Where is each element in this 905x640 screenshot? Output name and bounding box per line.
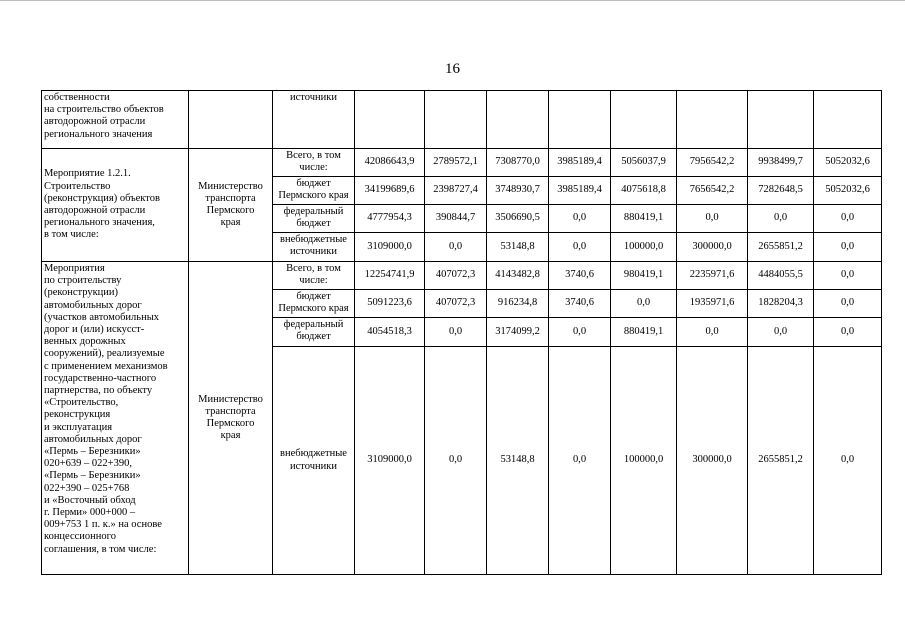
source-cell: Всего, в том числе: — [273, 149, 355, 177]
value-cell — [549, 91, 611, 149]
value-cell: 7956542,2 — [677, 149, 748, 177]
value-cell — [355, 91, 425, 149]
value-cell: 100000,0 — [611, 347, 677, 575]
value-cell: 0,0 — [549, 205, 611, 233]
value-cell: 1828204,3 — [748, 290, 814, 318]
description-cell: собственности на строительство объектов автодорожной отрасли регионального значения — [42, 91, 189, 149]
budget-table — [41, 90, 882, 575]
value-cell: 0,0 — [425, 347, 487, 575]
value-cell: 2789572,1 — [425, 149, 487, 177]
value-cell: 1935971,6 — [677, 290, 748, 318]
value-cell: 880419,1 — [611, 205, 677, 233]
source-cell: федеральный бюджет — [273, 205, 355, 233]
page-number: 16 — [445, 61, 460, 77]
value-cell: 0,0 — [425, 318, 487, 347]
value-cell: 3985189,4 — [549, 177, 611, 205]
value-cell: 5052032,6 — [814, 149, 882, 177]
table-row — [42, 149, 882, 177]
source-cell: внебюджетные источники — [273, 233, 355, 262]
value-cell: 5056037,9 — [611, 149, 677, 177]
value-cell: 7282648,5 — [748, 177, 814, 205]
value-cell: 0,0 — [549, 347, 611, 575]
value-cell: 3748930,7 — [487, 177, 549, 205]
value-cell — [425, 91, 487, 149]
value-cell: 0,0 — [549, 233, 611, 262]
source-cell: Всего, в том числе: — [273, 262, 355, 290]
responsible-cell: Министерство транспорта Пермского края — [189, 262, 273, 575]
value-cell: 3174099,2 — [487, 318, 549, 347]
value-cell: 7308770,0 — [487, 149, 549, 177]
value-cell: 390844,7 — [425, 205, 487, 233]
value-cell: 0,0 — [814, 347, 882, 575]
value-cell: 2235971,6 — [677, 262, 748, 290]
value-cell: 12254741,9 — [355, 262, 425, 290]
table-row — [42, 91, 882, 149]
value-cell: 5052032,6 — [814, 177, 882, 205]
value-cell: 42086643,9 — [355, 149, 425, 177]
value-cell: 100000,0 — [611, 233, 677, 262]
value-cell: 53148,8 — [487, 233, 549, 262]
value-cell: 300000,0 — [677, 233, 748, 262]
value-cell: 5091223,6 — [355, 290, 425, 318]
value-cell: 0,0 — [814, 318, 882, 347]
value-cell: 0,0 — [748, 318, 814, 347]
value-cell: 0,0 — [677, 318, 748, 347]
source-cell: бюджет Пермского края — [273, 290, 355, 318]
value-cell: 2655851,2 — [748, 233, 814, 262]
value-cell: 0,0 — [677, 205, 748, 233]
value-cell — [748, 91, 814, 149]
value-cell: 0,0 — [425, 233, 487, 262]
value-cell: 3109000,0 — [355, 233, 425, 262]
value-cell: 3985189,4 — [549, 149, 611, 177]
responsible-cell — [189, 91, 273, 149]
description-cell: Мероприятие 1.2.1. Строительство (реконструкция) объектов автодорожной отрасли регионального значения, в том числе: — [42, 149, 189, 262]
value-cell: 407072,3 — [425, 290, 487, 318]
value-cell: 7656542,2 — [677, 177, 748, 205]
value-cell: 2655851,2 — [748, 347, 814, 575]
value-cell: 0,0 — [814, 233, 882, 262]
value-cell: 916234,8 — [487, 290, 549, 318]
value-cell: 4075618,8 — [611, 177, 677, 205]
value-cell: 34199689,6 — [355, 177, 425, 205]
value-cell: 3109000,0 — [355, 347, 425, 575]
value-cell: 3506690,5 — [487, 205, 549, 233]
source-cell: федеральный бюджет — [273, 318, 355, 347]
value-cell: 0,0 — [748, 205, 814, 233]
source-cell: бюджет Пермского края — [273, 177, 355, 205]
value-cell: 9938499,7 — [748, 149, 814, 177]
value-cell — [814, 91, 882, 149]
value-cell: 3740,6 — [549, 290, 611, 318]
description-cell: Мероприятия по строительству (реконструкции) автомобильных дорог (участков автомобильных дорог и (или) искусст- венных дорожных сооружений), реализуемые с применением механизмов государственно-частного партнерства, по объекту «Строительство, реконструкция и эксплуатация автомобильных дорог «Пермь – Березники» 020+639 – 022+390, «Пермь – Березники» 022+390 – 025+768 и «Восточный обход г. Перми» 000+000 – 009+753 1 п. к.» на основе концессионного соглашения, в том числе: — [42, 262, 189, 575]
value-cell: 53148,8 — [487, 347, 549, 575]
value-cell — [611, 91, 677, 149]
value-cell: 3740,6 — [549, 262, 611, 290]
table-row — [42, 262, 882, 290]
value-cell: 0,0 — [549, 318, 611, 347]
value-cell: 407072,3 — [425, 262, 487, 290]
value-cell: 0,0 — [814, 262, 882, 290]
value-cell — [487, 91, 549, 149]
value-cell: 4777954,3 — [355, 205, 425, 233]
value-cell: 4484055,5 — [748, 262, 814, 290]
value-cell: 4054518,3 — [355, 318, 425, 347]
source-cell: источники — [273, 91, 355, 149]
value-cell: 980419,1 — [611, 262, 677, 290]
value-cell: 0,0 — [814, 205, 882, 233]
value-cell: 4143482,8 — [487, 262, 549, 290]
source-cell: внебюджетные источники — [273, 347, 355, 575]
responsible-cell: Министерство транспорта Пермского края — [189, 149, 273, 262]
value-cell: 300000,0 — [677, 347, 748, 575]
top-rule — [0, 0, 905, 1]
value-cell: 0,0 — [814, 290, 882, 318]
value-cell: 880419,1 — [611, 318, 677, 347]
value-cell: 0,0 — [611, 290, 677, 318]
value-cell: 2398727,4 — [425, 177, 487, 205]
value-cell — [677, 91, 748, 149]
